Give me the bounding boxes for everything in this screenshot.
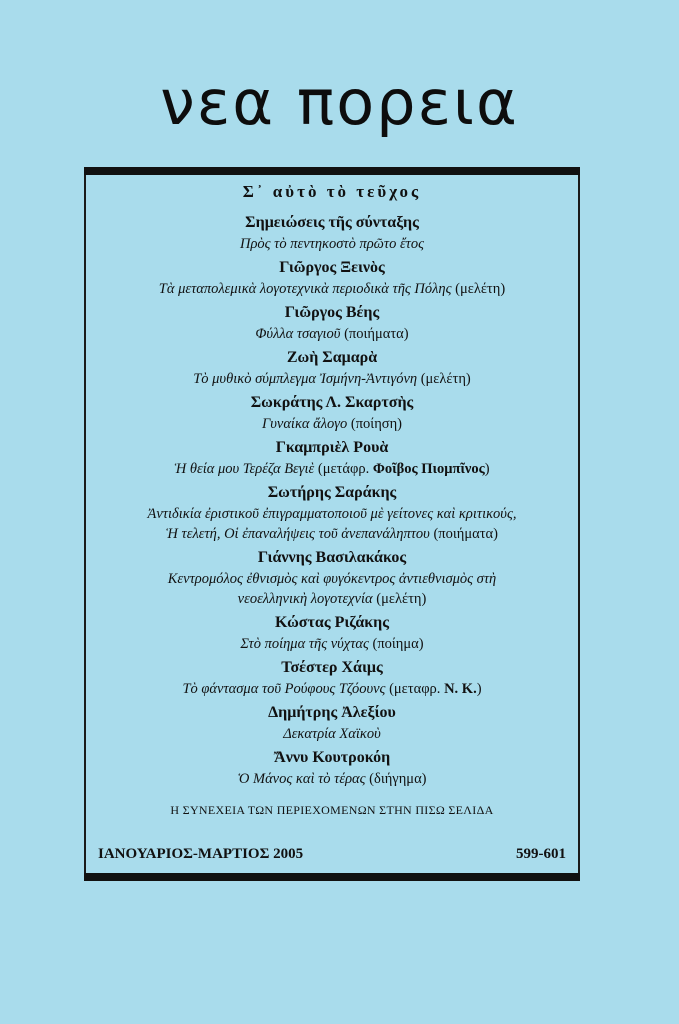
entry-work [86, 324, 578, 344]
entry-author: Ζωὴ Σαμαρὰ [286, 349, 378, 366]
entry-work-title: Τὸ φάντασμα τοῦ Ρούφους Τζόουνς [182, 681, 386, 697]
bottom-rule [84, 873, 580, 881]
table-of-contents [86, 182, 578, 792]
entry-work [86, 369, 578, 389]
contents-list [86, 212, 578, 789]
entry-work [86, 634, 578, 654]
continuation-note: Η ΣΥΝΕΧΕΙΑ ΤΩΝ ΠΕΡΙΕΧΟΜΕΝΩΝ ΣΤΗΝ ΠΙΣΩ ΣΕΛΙΔΑ [170, 803, 494, 817]
entry-genre-note: (ποιήματα) [344, 326, 409, 342]
entry-author: Γιῶργος Βέης [284, 304, 380, 321]
entry-work-title: Φύλλα τσαγιοῦ [255, 326, 341, 342]
entry-work-title: Τὸ μυθικὸ σύμπλεγμα Ἰσμήνη-Ἀντιγόνη [193, 371, 418, 387]
entry-note-close: ) [476, 681, 482, 697]
entry-author: Γιῶργος Ξεινὸς [279, 259, 385, 276]
entry-work-title: Ἀντιδικία ἐριστικοῦ ἐπιγραμματοποιοῦ μὲ γείτονες καὶ κριτικούς, [147, 506, 517, 522]
entry-work [86, 724, 578, 744]
top-rule [84, 167, 580, 175]
entry-work [86, 679, 578, 699]
contents-entry [86, 437, 578, 479]
entry-work-title-continued: Ἡ τελετή, Οἱ ἐπαναλήψεις τοῦ ἀνεπανάληπτου [166, 526, 430, 542]
entry-author: Σωκράτης Λ. Σκαρτσὴς [250, 394, 414, 411]
entry-note-close: ) [484, 461, 490, 477]
contents-entry [86, 747, 578, 789]
contents-entry [86, 392, 578, 434]
contents-entry [86, 212, 578, 254]
entry-work-title: Κεντρομόλος ἐθνισμὸς καὶ φυγόκεντρος ἀντιεθνισμὸς στὴ [167, 571, 497, 587]
entry-author: Κώστας Ριζάκης [274, 614, 390, 631]
entry-work-title: Γυναίκα ἄλογο [261, 416, 348, 432]
magazine-title: νεα πορεια [160, 66, 519, 139]
contents-entry [86, 482, 578, 544]
entry-genre-note: (μεταφρ. [389, 681, 441, 697]
entry-genre-note: (μελέτη) [420, 371, 471, 387]
entry-work [86, 569, 578, 609]
contents-entry [86, 302, 578, 344]
issue-number: 599-601 [516, 846, 566, 862]
entry-genre-note: (διήγημα) [369, 771, 427, 787]
contents-entry [86, 547, 578, 609]
contents-entry [86, 612, 578, 654]
contents-entry [86, 257, 578, 299]
entry-work-title-continued: νεοελληνικὴ λογοτεχνία [237, 591, 373, 607]
entry-genre-note: (ποιήματα) [433, 526, 498, 542]
entry-work [86, 769, 578, 789]
entry-work [86, 504, 578, 544]
entry-author: Ἄννυ Κουτροκόη [273, 749, 391, 766]
entry-genre-note: (μετάφρ. [317, 461, 370, 477]
contents-entry [86, 347, 578, 389]
entry-genre-note: (μελέτη) [455, 281, 506, 297]
entry-work-title: Ἡ θεία μου Τερέζα Βεγιὲ [174, 461, 315, 477]
entry-genre-note: (ποίημα) [372, 636, 424, 652]
entry-author: Δημήτρης Ἀλεξίου [268, 704, 396, 721]
entry-work [86, 414, 578, 434]
entry-translator: Φοῖβος Πιομπῖνος [372, 461, 485, 477]
contents-heading: Σ᾽ αὐτὸ τὸ τεῦχος [242, 182, 422, 201]
contents-entry [86, 657, 578, 699]
entry-work-title: Πρὸς τὸ πεντηκοστὸ πρῶτο ἔτος [239, 236, 425, 252]
entry-author: Τσέστερ Χάιμς [281, 659, 383, 676]
entry-work [86, 279, 578, 299]
entry-work [86, 234, 578, 254]
entry-translator: Ν. Κ. [444, 681, 477, 697]
entry-author: Γκαμπριὲλ Ρουὰ [275, 439, 389, 456]
entry-work-title: Στὸ ποίημα τῆς νύχτας [240, 636, 369, 652]
entry-author: Σημειώσεις τῆς σύνταξης [245, 214, 419, 231]
entry-work [86, 459, 578, 479]
entry-genre-note: (μελέτη) [376, 591, 427, 607]
entry-work-title: Τὰ μεταπολεμικὰ λογοτεχνικὰ περιοδικὰ τῆς Πόλης [158, 281, 452, 297]
contents-entry [86, 702, 578, 744]
entry-genre-note: (ποίηση) [350, 416, 403, 432]
entry-work-title: Ὁ Μάνος καὶ τὸ τέρας [237, 771, 366, 787]
issue-date: ΙΑΝΟΥΑΡΙΟΣ-ΜΑΡΤΙΟΣ 2005 [98, 846, 304, 862]
entry-author: Γιάννης Βασιλακάκος [257, 549, 407, 566]
entry-work-title: Δεκατρία Χαϊκοὺ [283, 726, 381, 742]
entry-author: Σωτήρης Σαράκης [267, 484, 397, 501]
